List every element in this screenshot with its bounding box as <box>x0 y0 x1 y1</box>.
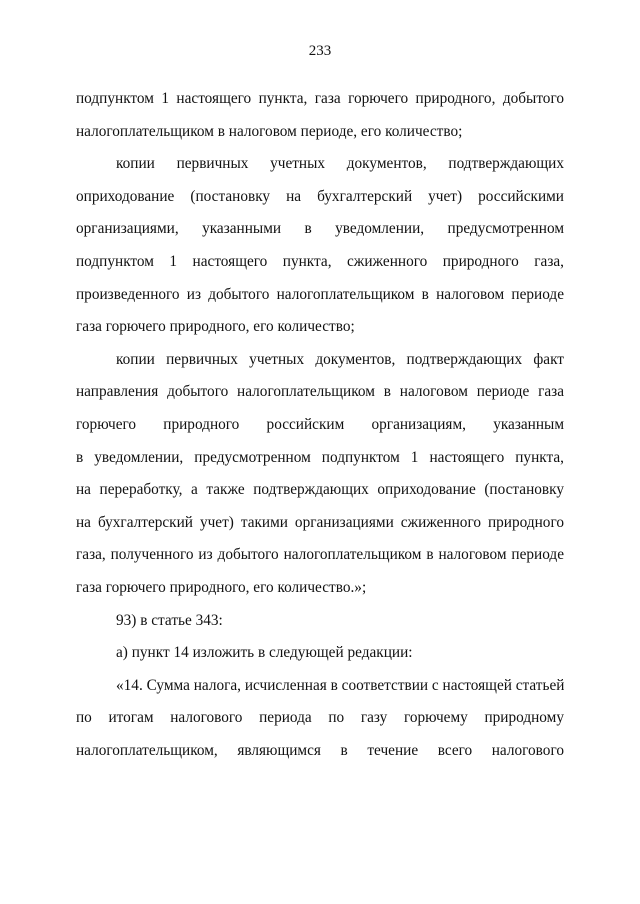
text-line: газа горючего природного, его количество.»; <box>76 578 367 596</box>
text-line: налогоплательщиком в налоговом периоде, его количество; <box>76 122 463 140</box>
text-line: на бухгалтерский учет) такими организациями сжиженного природного <box>76 513 564 531</box>
text-line: по итогам налогового периода по газу горючему природному <box>76 709 564 727</box>
text-line: на переработку, а также подтверждающих оприходование (постановку <box>76 481 564 499</box>
text-line: налогоплательщиком, являющимся в течение всего налогового <box>76 741 564 759</box>
text-line: копии первичных учетных документов, подтверждающих факт <box>116 350 564 368</box>
text-line: 93) в статье 343: <box>116 611 223 629</box>
text-line: оприходование (постановку на бухгалтерский учет) российскими <box>76 187 564 205</box>
text-line: газа горючего природного, его количество; <box>76 318 355 336</box>
text-line: организациями, указанными в уведомлении, предусмотренном <box>76 220 564 238</box>
text-line: копии первичных учетных документов, подтверждающих <box>116 155 564 173</box>
text-line: направления добытого налогоплательщиком в налоговом периоде газа <box>76 383 564 401</box>
text-line: «14. Сумма налога, исчисленная в соответствии с настоящей статьей <box>116 676 564 694</box>
text-line: подпунктом 1 настоящего пункта, сжиженного природного газа, <box>76 252 564 270</box>
document-body <box>76 83 564 767</box>
text-line: горючего природного российским организациям, указанным <box>76 415 564 433</box>
text-line: в уведомлении, предусмотренном подпунктом 1 настоящего пункта, <box>76 448 564 466</box>
page-number: 233 <box>308 43 332 59</box>
text-line: произведенного из добытого налогоплательщиком в налоговом периоде <box>76 285 564 303</box>
text-line: подпунктом 1 настоящего пункта, газа горючего природного, добытого <box>76 90 564 107</box>
text-line: газа, полученного из добытого налогоплательщиком в налоговом периоде <box>76 546 564 564</box>
text-line: а) пункт 14 изложить в следующей редакции: <box>116 644 413 662</box>
